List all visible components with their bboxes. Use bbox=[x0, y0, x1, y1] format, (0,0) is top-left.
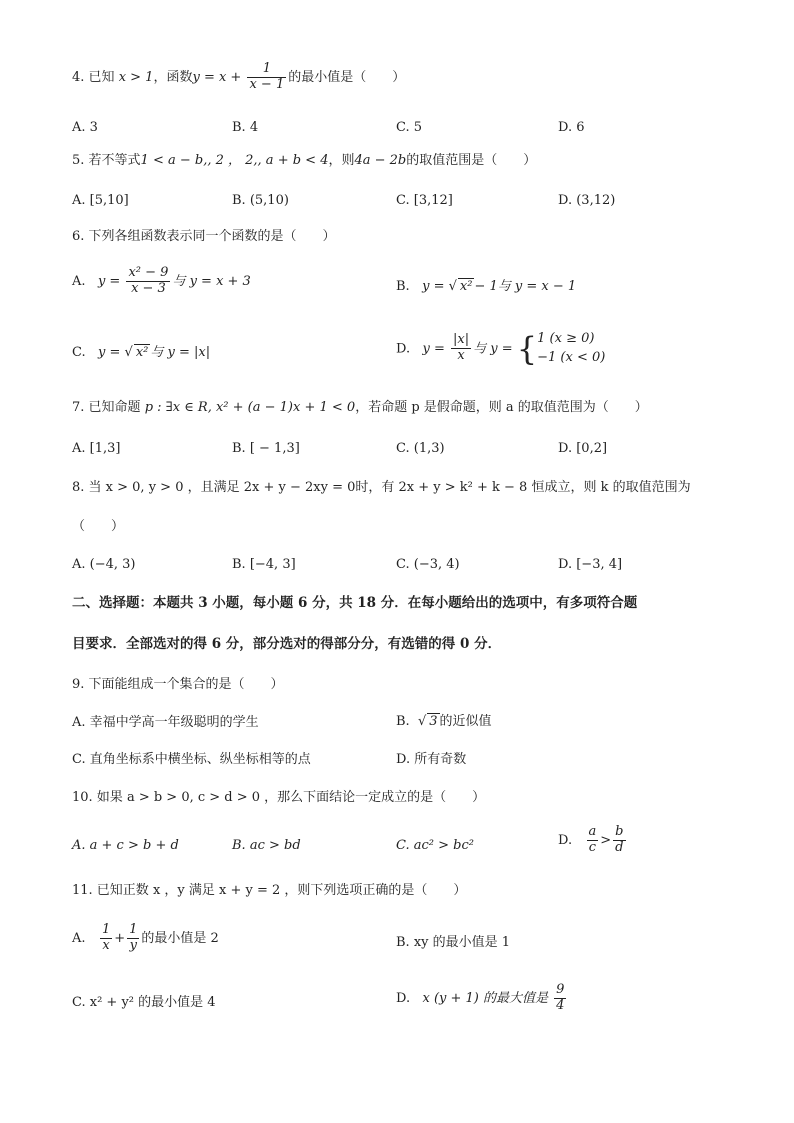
q6b-rest: − 1与 y = x − 1 bbox=[474, 279, 577, 294]
q10d-label: D. bbox=[558, 832, 573, 848]
q8-blank bbox=[72, 519, 124, 535]
q11a-num-1: 1 bbox=[101, 922, 111, 937]
q7-option-d: D. [0,2] bbox=[558, 441, 608, 456]
q5-option-b: B. (5,10) bbox=[232, 193, 289, 208]
q6a-fraction bbox=[126, 266, 170, 297]
q11d-den: 4 bbox=[556, 997, 565, 1013]
q6d-case-1: 1 (x ≥ 0) bbox=[537, 331, 595, 346]
q10d-op: > bbox=[600, 832, 612, 848]
q6-option-b: B. y = √ x² − 1与 y = x − 1 bbox=[396, 279, 577, 294]
q9-option-a-text: A. 幸福中学高一年级聪明的学生 bbox=[72, 715, 259, 730]
q4-fraction bbox=[247, 62, 286, 93]
q9-option-c-text: C. 直角坐标系中横坐标、纵坐标相等的点 bbox=[72, 752, 311, 767]
q6a-lhs: y = bbox=[97, 273, 121, 289]
q4-option-b: B. 4 bbox=[232, 120, 259, 135]
q8-line-2: （ ） bbox=[72, 519, 125, 534]
q11a-den-2: y bbox=[129, 937, 137, 953]
q6-text: 6. 下列各组函数表示同一个函数的是（ ） bbox=[72, 229, 336, 244]
q7-prefix: 7. 已知命题 bbox=[72, 400, 141, 415]
q11a-label: A. bbox=[72, 930, 86, 946]
q6-option-c: C. y = √ x² 与 y = |x| bbox=[72, 345, 211, 360]
q6d-label: D. bbox=[396, 341, 411, 357]
q9-text: 9. 下面能组成一个集合的是（ ） bbox=[72, 677, 284, 692]
q7-option-c: C. (1,3) bbox=[396, 441, 445, 456]
q6c-radicand: x² bbox=[135, 345, 149, 360]
q11-option-c bbox=[72, 995, 216, 1011]
q10d-den-1: c bbox=[588, 839, 597, 855]
q11a-frac-2 bbox=[127, 923, 139, 954]
q10-option-a: A. a + c > b + d bbox=[72, 838, 179, 853]
q11-option-d bbox=[396, 983, 568, 1014]
q6c-rest: 与 y = |x| bbox=[150, 345, 211, 360]
q6b-radicand: x² bbox=[459, 279, 473, 294]
q9-option-d-text: D. 所有奇数 bbox=[396, 752, 467, 767]
q11-option-b bbox=[396, 935, 510, 951]
q11-text: 11. 已知正数 x ，y 满足 x + y = 2 ，则下列选项正确的是（ ） bbox=[72, 883, 467, 898]
question-10 bbox=[72, 790, 485, 806]
q4-function: y = x + bbox=[192, 69, 242, 85]
q11d-label: D. bbox=[396, 990, 411, 1006]
q4-option-a: A. 3 bbox=[72, 120, 98, 135]
q6a-num: x² − 9 bbox=[128, 265, 169, 280]
q11a-num-2: 1 bbox=[129, 922, 138, 937]
q10d-frac-1 bbox=[587, 825, 599, 856]
question-7 bbox=[72, 400, 648, 416]
q4-options bbox=[72, 120, 754, 144]
q5-suffix: 的取值范围是（ ） bbox=[406, 153, 537, 168]
q11-option-c-text: C. x² + y² 的最小值是 4 bbox=[72, 995, 216, 1010]
q7-options bbox=[72, 441, 754, 465]
q9-option-a bbox=[72, 715, 259, 731]
q8-option-b: B. [−4, 3] bbox=[232, 557, 296, 572]
q11-option-b-text: B. xy 的最小值是 1 bbox=[396, 935, 511, 950]
q5-options bbox=[72, 193, 754, 217]
q4-frac-num: 1 bbox=[247, 62, 286, 78]
q4-option-d: D. 6 bbox=[558, 120, 585, 135]
question-4 bbox=[72, 62, 405, 93]
q6b-lhs: y = bbox=[422, 279, 445, 294]
q8-option-a: A. (−4, 3) bbox=[72, 557, 136, 572]
q11d-num: 9 bbox=[556, 982, 565, 997]
q4-option-c: C. 5 bbox=[396, 120, 423, 135]
question-11 bbox=[72, 883, 466, 899]
q10-options bbox=[72, 838, 754, 862]
q6d-lhs: y = bbox=[422, 341, 445, 357]
q5-option-c: C. [3,12] bbox=[396, 193, 453, 208]
q7-option-a: A. [1,3] bbox=[72, 441, 121, 456]
q11d-expression: x (y + 1) 的最大值是 bbox=[422, 990, 549, 1006]
q6d-cases bbox=[537, 330, 605, 368]
q4-prefix: 4. 已知 bbox=[72, 69, 115, 85]
q11a-den-1: x bbox=[102, 937, 110, 953]
q9-option-b: B. √ 3 的近似值 bbox=[396, 714, 492, 729]
q5-option-a: A. [5,10] bbox=[72, 193, 129, 208]
question-8 bbox=[72, 480, 691, 496]
q8-option-c: C. (−3, 4) bbox=[396, 557, 460, 572]
q10-option-b: B. ac > bd bbox=[232, 838, 301, 853]
q9b-rest: 的近似值 bbox=[439, 714, 492, 729]
question-5 bbox=[72, 153, 536, 169]
question-6 bbox=[72, 229, 336, 245]
q9b-label: B. bbox=[396, 714, 410, 729]
q8-option-d: D. [−3, 4] bbox=[558, 557, 623, 572]
q10d-num-2: b bbox=[615, 824, 624, 839]
q9b-radicand: 3 bbox=[429, 714, 438, 729]
q10d-frac-2 bbox=[613, 825, 625, 856]
q10d-den-2: d bbox=[615, 839, 624, 855]
q10-option-c: C. ac² > bc² bbox=[396, 838, 474, 853]
q6b-label: B. bbox=[396, 279, 410, 294]
q6d-num: |x| bbox=[453, 332, 470, 348]
q7-proposition: p : ∃x ∈ R, x² + (a − 1)x + 1 < 0 bbox=[144, 400, 356, 415]
q11-option-a bbox=[72, 923, 219, 954]
q4-mid: ，函数 bbox=[153, 69, 193, 85]
q5-mid: ，则 bbox=[328, 153, 355, 168]
q6d-fraction bbox=[451, 333, 471, 364]
q6c-lhs: y = bbox=[98, 345, 121, 360]
section-2-line-1: 二、选择题：本题共 3 小题，每小题 6 分，共 18 分．在每小题给出的选项中，有多项符合题 bbox=[72, 595, 638, 611]
q10-text: 10. 如果 a > b > 0, c > d > 0 ，那么下面结论一定成立的是（ ） bbox=[72, 790, 486, 805]
q6d-den: x bbox=[457, 348, 465, 364]
q5-expression: 4a − 2b bbox=[354, 153, 407, 168]
q6a-label: A. bbox=[72, 273, 86, 289]
q10d-num-1: a bbox=[588, 824, 597, 839]
q6d-case-2: −1 (x < 0) bbox=[537, 349, 606, 365]
q9-option-c bbox=[72, 752, 311, 768]
q6c-label: C. bbox=[72, 345, 86, 360]
q11a-plus: + bbox=[114, 930, 126, 946]
q7-option-b: B. [ − 1,3] bbox=[232, 441, 300, 456]
q5-condition: 1 < a − b,, 2 ， 2,, a + b < 4 bbox=[140, 153, 329, 168]
q9-option-d bbox=[396, 752, 466, 768]
q5-option-d: D. (3,12) bbox=[558, 193, 616, 208]
q4-suffix: 的最小值是（ ） bbox=[288, 69, 406, 85]
q11d-fraction bbox=[554, 983, 566, 1014]
section-2-heading bbox=[72, 595, 637, 612]
section-2-instructions bbox=[72, 636, 501, 653]
q4-frac-den: x − 1 bbox=[249, 76, 285, 92]
q6a-den: x − 3 bbox=[131, 280, 166, 296]
section-2-line-2: 目要求．全部选对的得 6 分，部分选对的得部分分，有选错的得 0 分． bbox=[72, 636, 502, 652]
q6d-brace: { bbox=[516, 329, 538, 368]
q11a-frac-1 bbox=[100, 923, 112, 954]
q6d-mid: 与 y = bbox=[473, 341, 513, 357]
q6-option-a bbox=[72, 266, 251, 297]
q8-line-1: 8. 当 x > 0, y > 0 ，且满足 2x + y − 2xy = 0时，有 2x + y > k² + k − 8 恒成立，则 k 的取值范围为 bbox=[72, 480, 691, 495]
q8-options bbox=[72, 557, 754, 581]
q6-option-d bbox=[396, 330, 605, 368]
q6a-rest: 与 y = x + 3 bbox=[172, 273, 251, 289]
q11a-rest: 的最小值是 2 bbox=[141, 930, 219, 946]
question-9 bbox=[72, 677, 284, 693]
q5-prefix: 5. 若不等式 bbox=[72, 153, 141, 168]
q7-suffix: ，若命题 p 是假命题，则 a 的取值范围为（ ） bbox=[355, 400, 648, 415]
q10-option-d bbox=[558, 825, 628, 856]
q4-condition: x > 1 bbox=[118, 69, 154, 85]
